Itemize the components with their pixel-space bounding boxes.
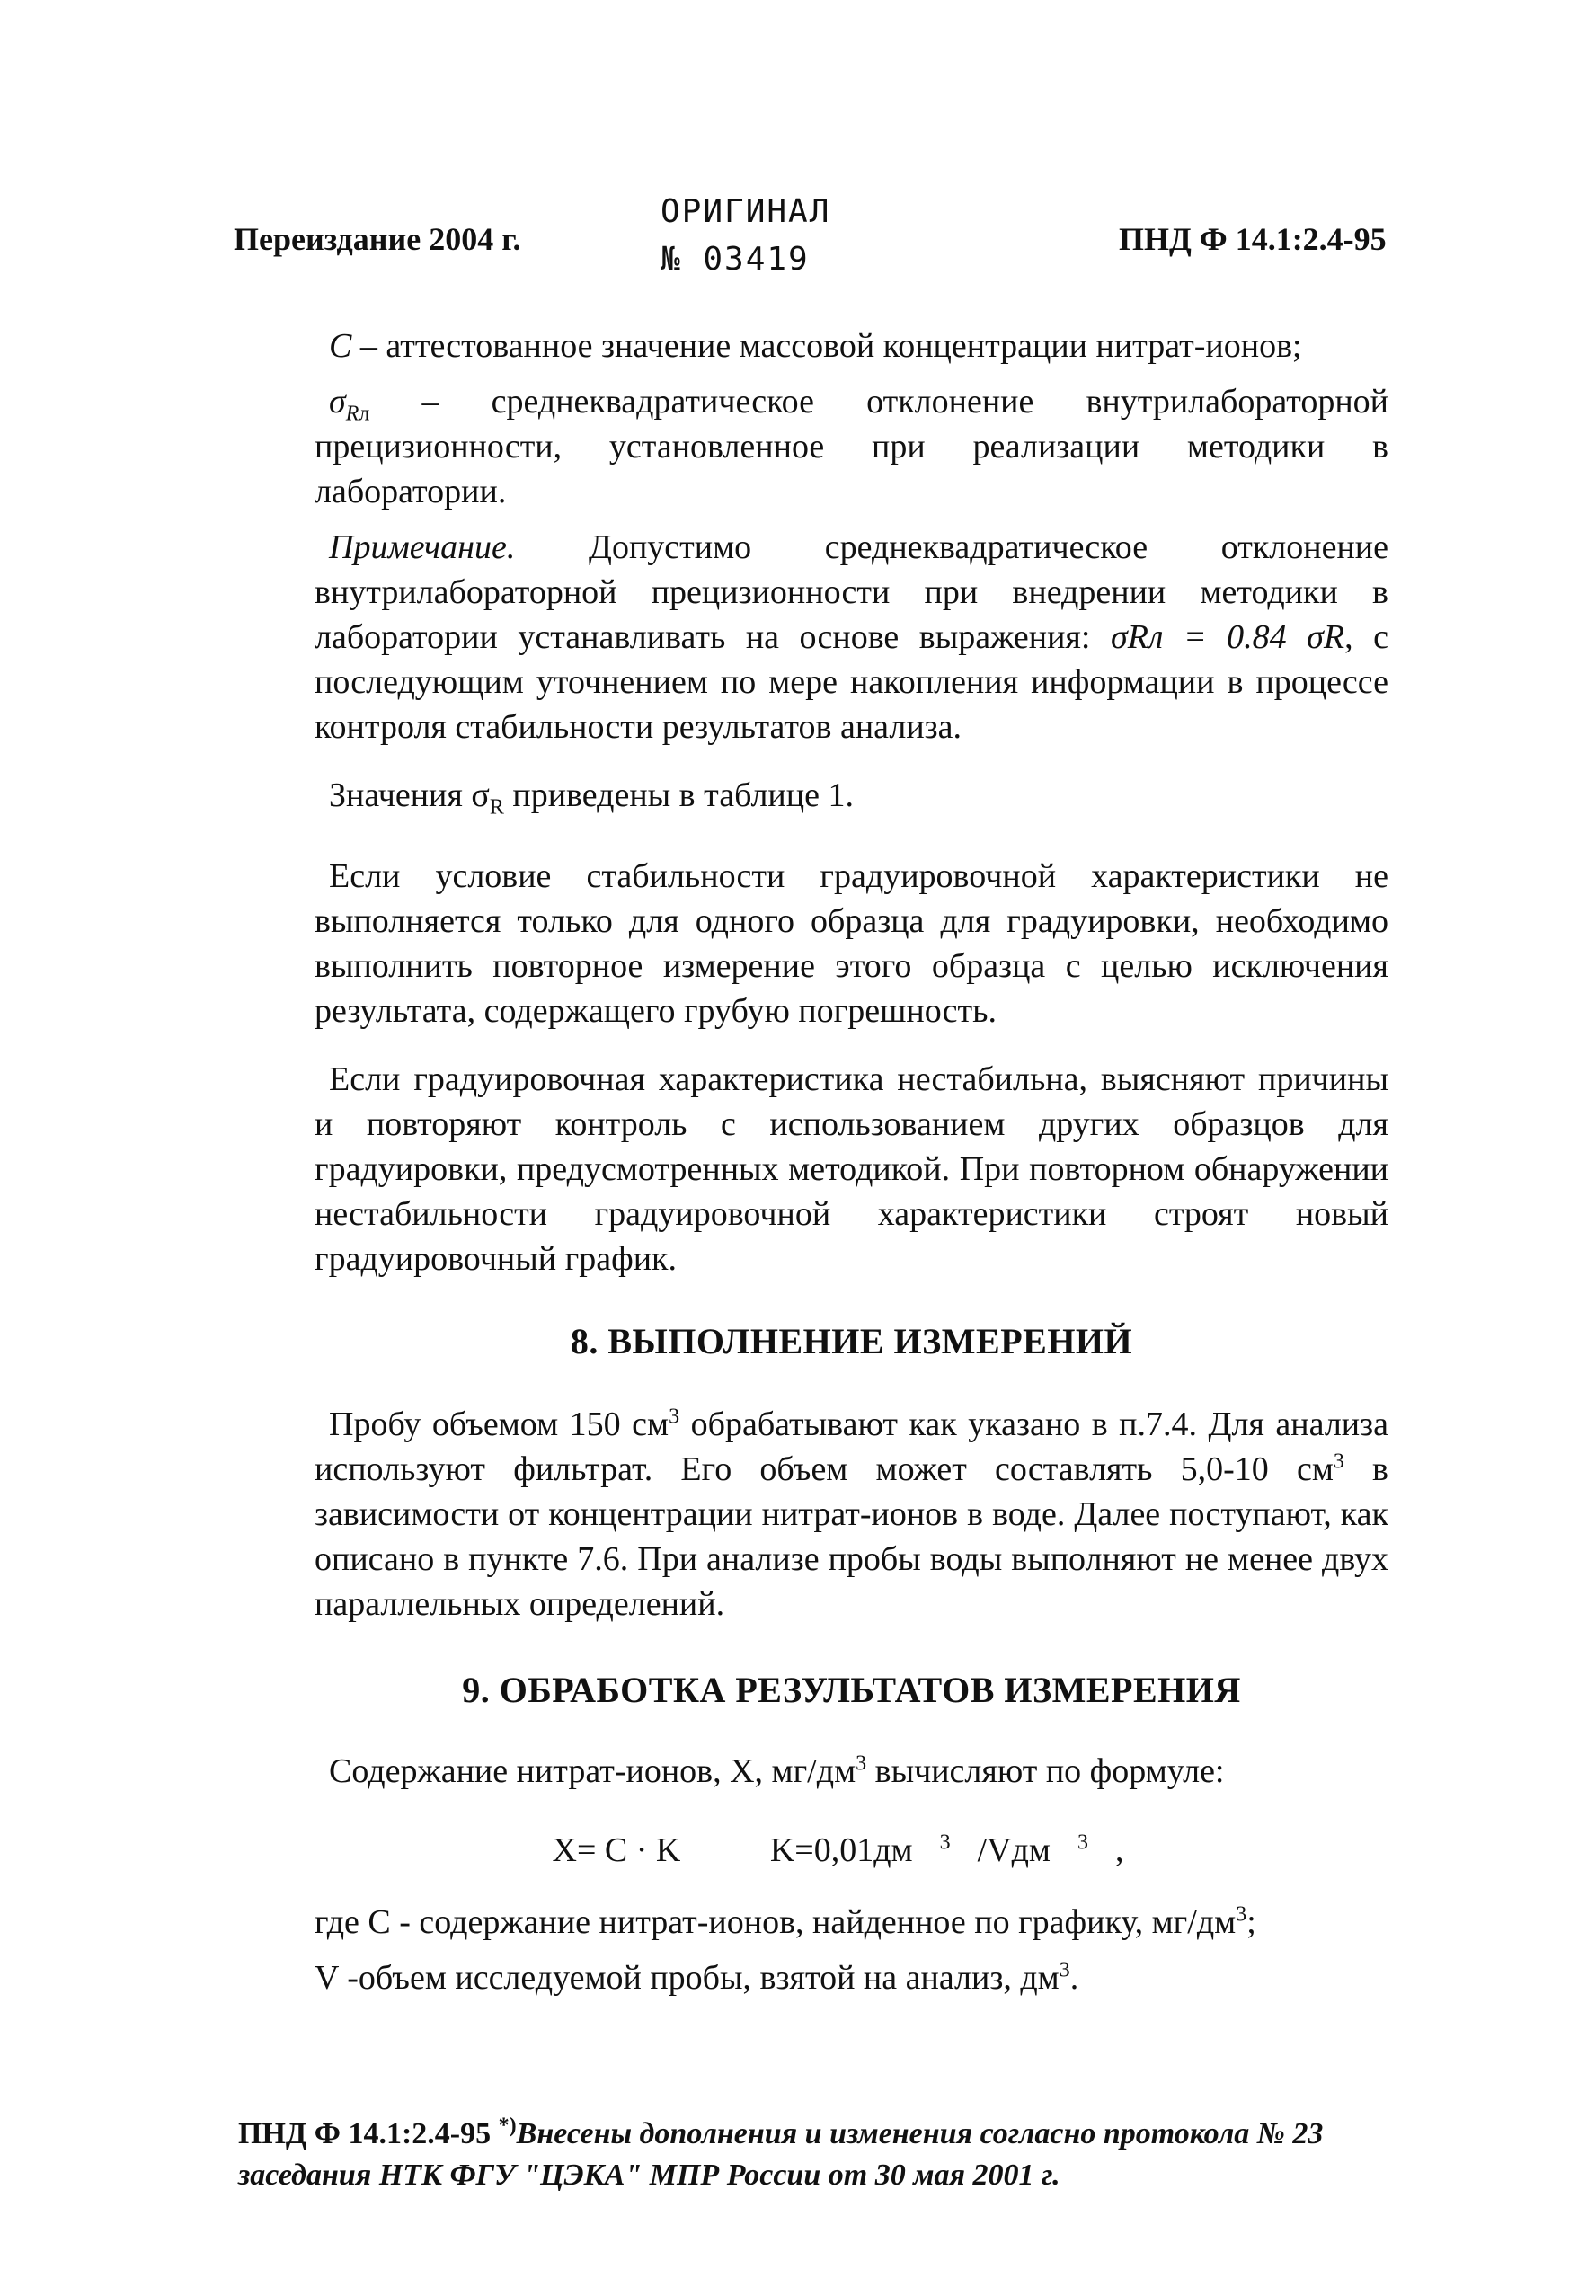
stamp-number: № 03419 [661, 241, 810, 278]
formula-k-b: /Vдм [977, 1831, 1051, 1869]
stamp-title: ОРИГИНАЛ [661, 193, 831, 230]
paragraph-unstable: Если градуировочная характеристика нестабильна, выясняют причины и повторяют контроль с использованием других образцов для градуировки, предусмотренных методикой. При повторном обнаружении нестабильности градуировочной характеристики строят новый градуировочный график. [315, 1060, 1388, 1278]
v-sup: 3 [1059, 1958, 1070, 1982]
sigma-sub: R [345, 402, 359, 426]
values-text-after: приведены в таблице 1. [503, 776, 854, 814]
definition-sigma [315, 379, 1388, 514]
s8-sup-a: 3 [669, 1405, 680, 1429]
formula-k-sup1: 3 [939, 1831, 951, 1855]
where-b: ; [1246, 1903, 1256, 1941]
reissue-label: Переиздание 2004 г. [234, 221, 521, 257]
values-sub: R [489, 795, 504, 820]
footer-mark: *) [498, 2114, 517, 2138]
formula-k-a: K=0,01дм [769, 1831, 913, 1869]
paragraph-stability: Если условие стабильности градуировочной характеристики не выполняется только для одного образца для градуировки, необходимо выполнить повторное измерение этого образца с целью исключения результата, содержащего грубую погрешность. [315, 857, 1388, 1030]
note-label: Примечание. [329, 528, 516, 566]
footer-note [238, 2114, 1451, 2196]
section-8-text [315, 1402, 1388, 1627]
sigma-symbol: σ [329, 383, 346, 421]
note-paragraph [315, 525, 1388, 749]
sigma-subsub: л [359, 402, 370, 426]
formula-k [743, 1831, 1151, 1869]
s9-intro-sup: 3 [856, 1751, 867, 1776]
v-b: . [1069, 1959, 1079, 1997]
formula-k-c: , [1114, 1831, 1124, 1869]
where-c-line [315, 1900, 1388, 1945]
note-expression: σRл = 0.84 σR [1110, 618, 1345, 656]
note-text-before: Допустимо среднеквадратическое отклонение внутрилабораторной прецизионности при внедрении методики в лаборатории устанавливать на основе выражения: [315, 528, 1388, 656]
section-8-title: 8. ВЫПОЛНЕНИЕ ИЗМЕРЕНИЙ [570, 1321, 1133, 1361]
original-stamp [661, 193, 830, 278]
s8-sup-b: 3 [1333, 1449, 1344, 1474]
where-sup: 3 [1236, 1902, 1247, 1927]
footer-code: ПНД Ф 14.1:2.4-95 [238, 2117, 499, 2150]
c-definition-text: – аттестованное значение массовой концентрации нитрат-ионов; [351, 327, 1302, 365]
formula [315, 1828, 1388, 1873]
formula-x: X= C · K [552, 1831, 681, 1869]
values-text-before: Значения [329, 776, 472, 814]
sigma-definition-text: – среднеквадратическое отклонение внутрилабораторной прецизионности, установленное при реализации методики в лаборатории. [315, 383, 1388, 510]
s8-text-c: в зависимости от концентрации нитрат-ионов в воде. Далее поступают, как описано в пункте 7.6. При анализе пробы воды выполняют не менее двух параллельных определений. [315, 1450, 1388, 1623]
s8-text-a: Пробу объемом 150 см [329, 1405, 669, 1443]
formula-k-sup2: 3 [1077, 1831, 1088, 1855]
s8-text-b: обрабатывают как указано в п.7.4. Для анализа используют фильтрат. Его объем может составлять 5,0-10 см [315, 1405, 1389, 1488]
section-9-title: 9. ОБРАБОТКА РЕЗУЛЬТАТОВ ИЗМЕРЕНИЯ [462, 1670, 1241, 1710]
s9-intro-a: Содержание нитрат-ионов, X, мг/дм [329, 1752, 856, 1790]
definition-c [315, 324, 1388, 368]
where-v-line [315, 1955, 1388, 2000]
note-text-after: , с последующим уточнением по мере накопления информации в процессе контроля стабильности результатов анализа. [315, 618, 1388, 746]
footer-text: Внесены дополнения и изменения согласно протокола № 23 заседания НТК ФГУ "ЦЭКА" МПР России от 30 мая 2001 г. [238, 2117, 1324, 2192]
c-symbol: С [329, 327, 352, 365]
where-a: где С - содержание нитрат-ионов, найденное по графику, мг/дм [315, 1903, 1237, 1941]
section-9-intro [315, 1749, 1388, 1794]
v-a: V -объем исследуемой пробы, взятой на анализ, дм [315, 1959, 1060, 1997]
values-reference [315, 773, 1388, 818]
document-body [315, 324, 1388, 2000]
document-code: ПНД Ф 14.1:2.4-95 [1119, 221, 1387, 257]
values-symbol: σ [471, 776, 490, 814]
s9-intro-b: вычисляют по формуле: [866, 1752, 1225, 1790]
